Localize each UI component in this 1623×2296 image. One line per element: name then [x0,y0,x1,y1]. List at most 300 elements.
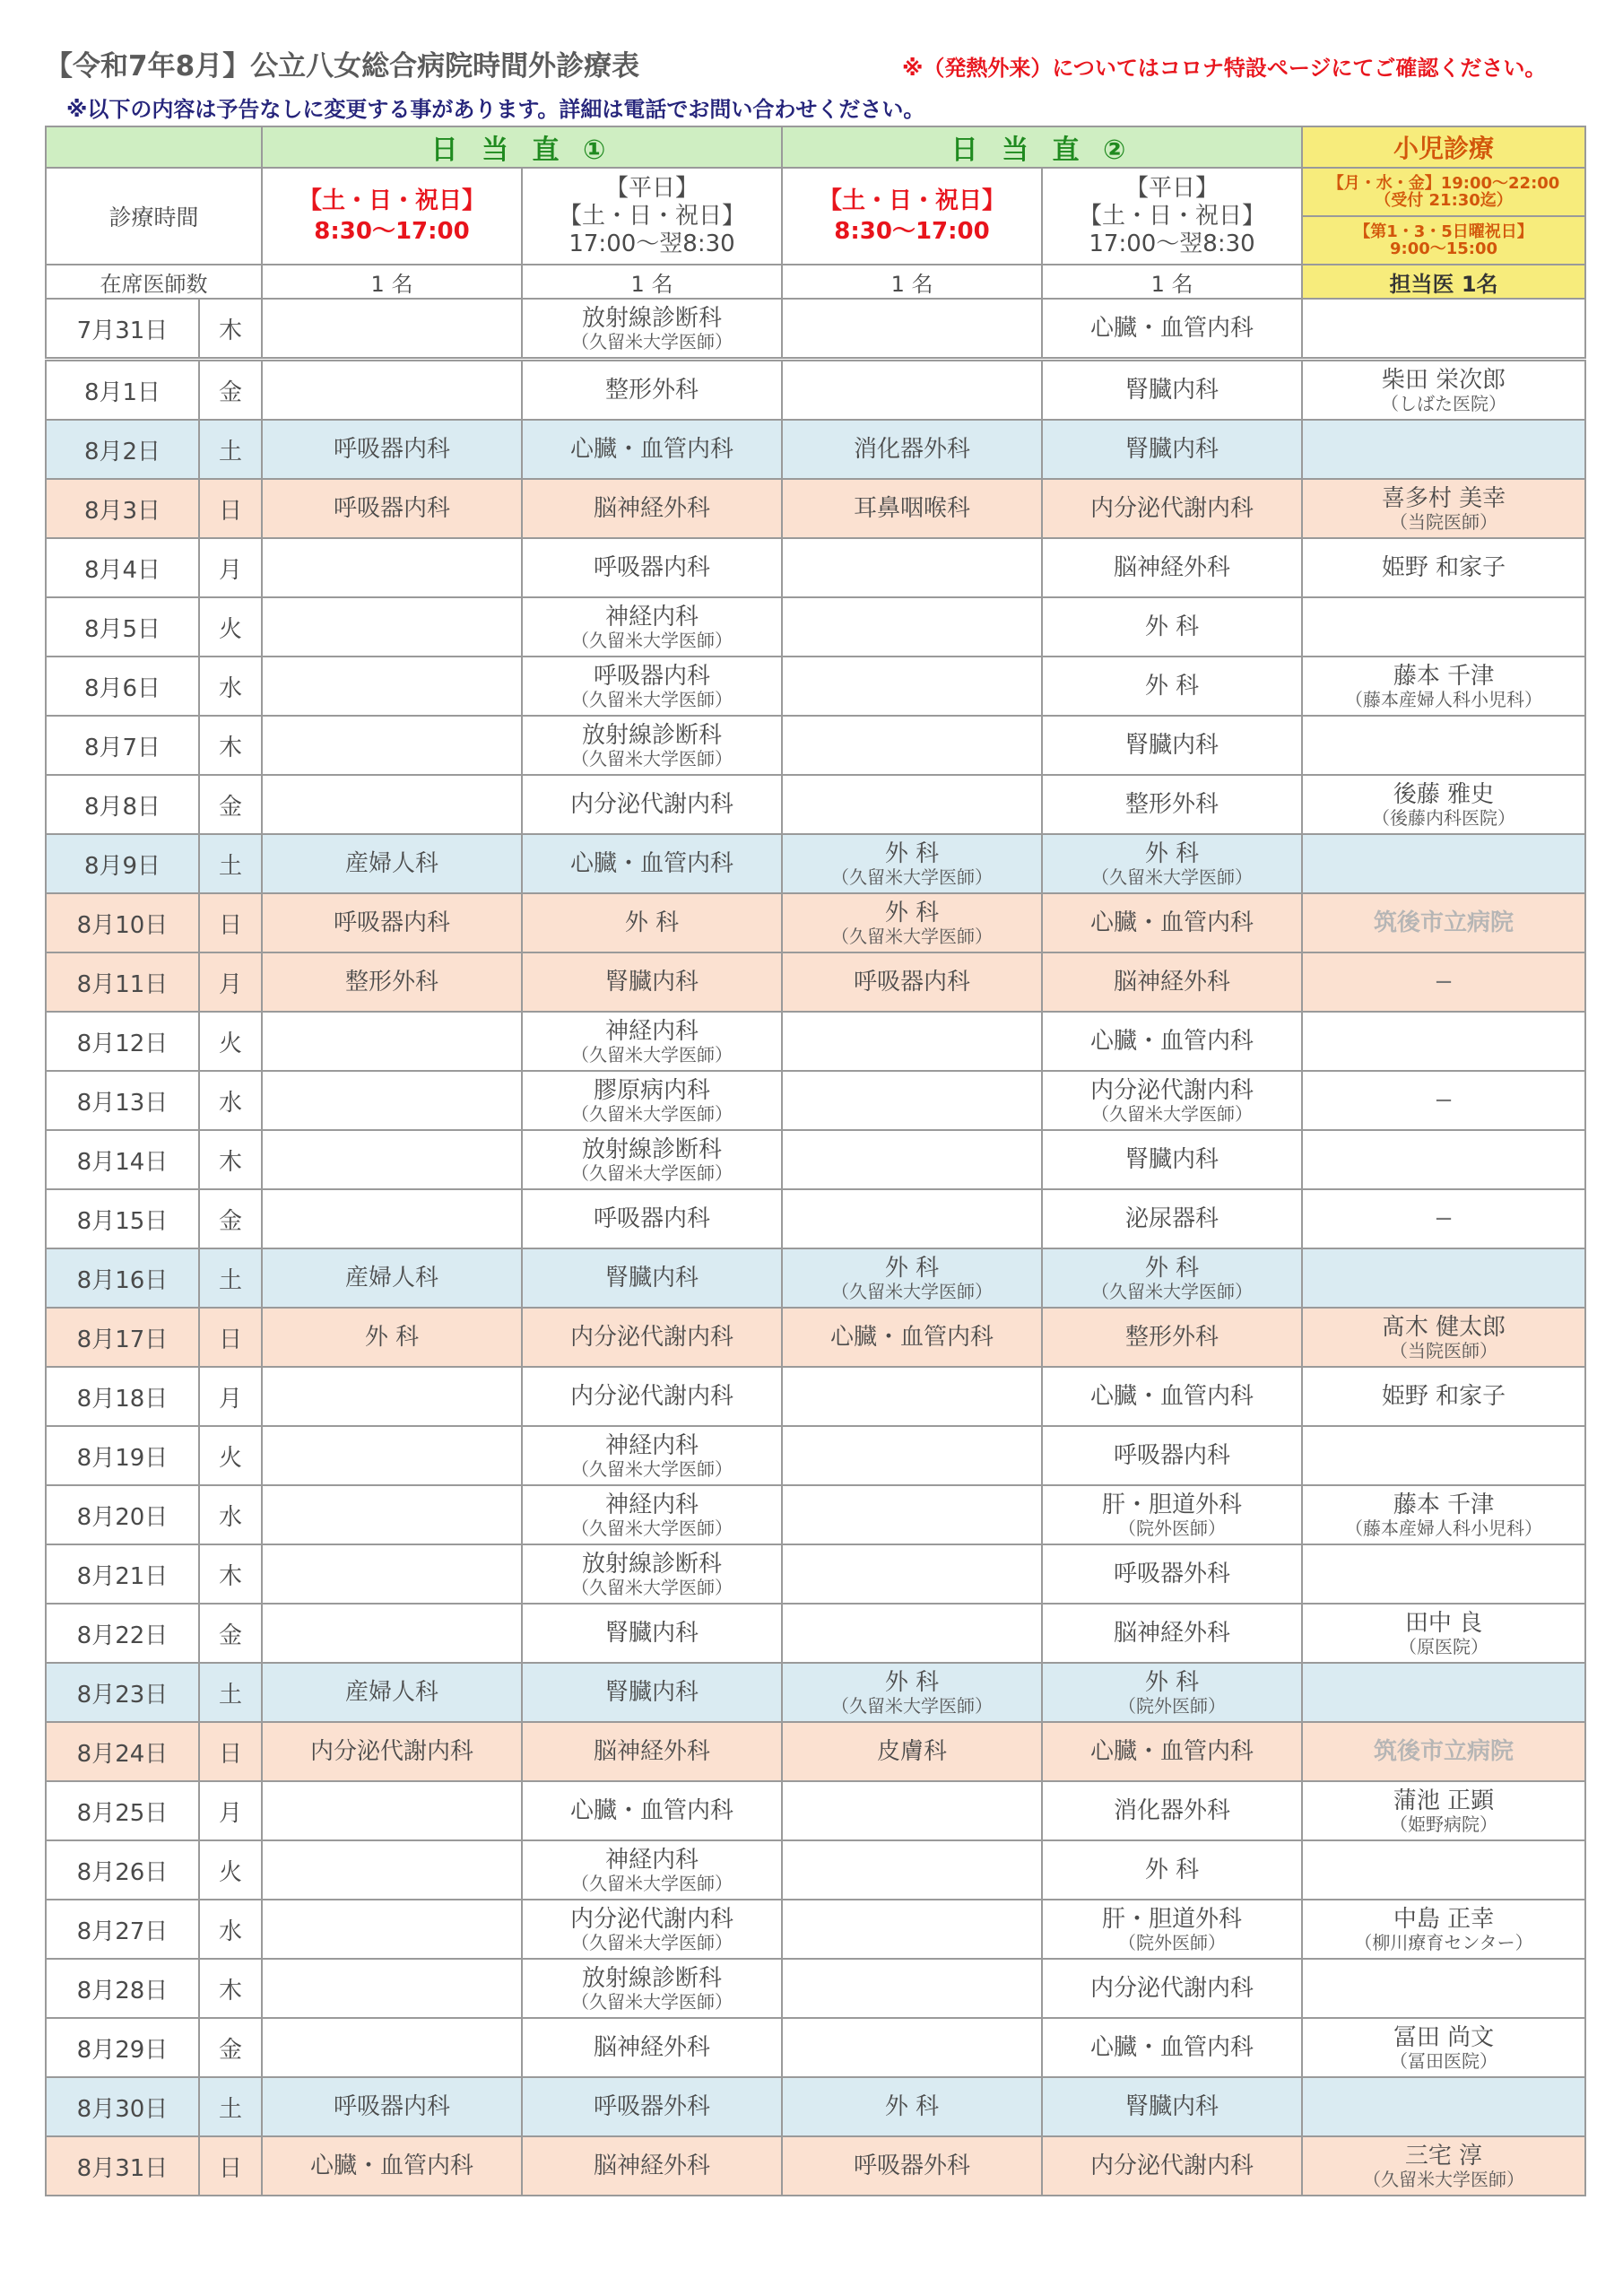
duty2-night-dept: 外 科 [1144,613,1200,640]
duty1-night-dept-cell [522,716,782,775]
weekday-cell: 金 [199,1189,262,1248]
duty2-holiday-dept: 耳鼻咽喉科 [854,495,971,522]
pediatrics-doctor-cell [1302,2018,1585,2077]
date-cell: 8月16日 [46,1248,199,1308]
duty1-night-dept-affiliation: （久留米大学医師） [571,1873,733,1894]
duty2-night-dept-cell [1042,1722,1302,1781]
duty2-night-dept: 外 科 [1144,840,1200,867]
duty1-holiday-dept-cell [262,1012,522,1071]
duty2-night-dept-cell [1042,1485,1302,1544]
duty2-holiday-dept-cell [782,1840,1042,1900]
date-cell: 8月5日 [46,597,199,657]
duty1-night-dept: 心臓・血管内科 [570,436,734,463]
duty1-night-dept-affiliation: （久留米大学医師） [571,1103,733,1125]
duty2-night-dept: 心臓・血管内科 [1090,1028,1254,1055]
duty1-night-dept-affiliation: （久留米大学医師） [571,689,733,710]
date-cell: 8月20日 [46,1485,199,1544]
duty2-night-dept-cell [1042,597,1302,657]
duty2-holiday-dept-cell [782,299,1042,360]
duty2-night-dept-affiliation: （院外医師） [1118,1518,1227,1539]
duty1-holiday-dept: 産婦人科 [344,1265,438,1292]
duty2-holiday-dept-cell [782,1012,1042,1071]
duty2-holiday-dept-cell [782,1308,1042,1367]
schedule-row [46,299,1585,360]
date-cell: 8月27日 [46,1900,199,1959]
duty2-night-dept-cell [1042,716,1302,775]
pediatrics-doctor-cell [1302,1426,1585,1485]
date-cell: 8月6日 [46,657,199,716]
duty1-holiday-dept: 産婦人科 [344,1679,438,1706]
duty1-holiday-dept-cell [262,538,522,597]
duty2-night-dept-affiliation: （久留米大学医師） [1091,1281,1254,1302]
pediatrics-doctor-affiliation: （当院医師） [1390,1340,1498,1361]
duty2-night-dept-affiliation: （院外医師） [1118,1932,1227,1953]
duty2-holiday-dept-cell [782,1900,1042,1959]
pediatrics-doctor-cell [1302,657,1585,716]
duty2-night-dept-cell [1042,1071,1302,1130]
header-banner-row [46,126,1585,168]
duty2-night-dept-cell [1042,1959,1302,2018]
pediatrics-doctor: 三宅 淳 [1404,2143,1483,2170]
duty2-night-dept: 外 科 [1144,1255,1200,1282]
duty2-holiday-dept-cell [782,360,1042,421]
duty2-night-dept-cell [1042,1604,1302,1663]
duty1-night-dept-affiliation: （久留米大学医師） [571,1577,733,1598]
pediatrics-doctor-affiliation: （当院医師） [1390,511,1498,533]
duty1-holiday-dept-cell [262,1604,522,1663]
fever-clinic-note: ※（発熱外来）についてはコロナ特設ページにてご確認ください。 [902,56,1547,81]
duty2-holiday-dept: 心臓・血管内科 [830,1324,994,1351]
pediatrics-doctor-cell [1302,597,1585,657]
pediatrics-doctor-cell [1302,1900,1585,1959]
weekday-cell: 火 [199,1012,262,1071]
duty2-night-dept-cell [1042,360,1302,421]
duty1-holiday-dept-cell [262,1248,522,1308]
duty2-night-dept: 整形外科 [1125,791,1219,818]
pediatrics-doctor: − [1434,969,1454,996]
duty2-holiday-dept-cell [782,1722,1042,1781]
duty2-night-dept: 腎臓内科 [1125,1146,1219,1173]
duty2-night-dept: 心臓・血管内科 [1090,1383,1254,1410]
weekday-holiday-label: 【土・日・祝日】 [1079,202,1266,230]
date-cell: 8月17日 [46,1308,199,1367]
duty2-night-dept-cell [1042,1367,1302,1426]
duty1-night-dept-affiliation: （久留米大学医師） [571,1518,733,1539]
duty2-holiday-dept-cell [782,1959,1042,2018]
duty1-holiday-dept-cell [262,360,522,421]
pediatrics-doctor-cell [1302,1130,1585,1189]
duty1-holiday-dept: 心臓・血管内科 [309,2152,473,2179]
duty1-night-dept: 神経内科 [605,1847,699,1874]
duty2-night-dept-cell [1042,1248,1302,1308]
duty2-holiday-dept: 呼吸器内科 [854,969,971,996]
duty1-night-dept-cell [522,1426,782,1485]
duty1-night-dept-cell [522,1367,782,1426]
weekday-cell: 日 [199,2136,262,2196]
schedule-row [46,360,1585,421]
pediatrics-doctor-cell [1302,1663,1585,1722]
pediatrics-doctor-cell [1302,538,1585,597]
duty2-night-dept: 肝・胆道外科 [1102,1492,1243,1518]
duty2-holiday-dept: 外 科 [884,1669,940,1696]
peds-weekday-hours: 【月・水・金】19:00〜22:00 [1327,174,1560,193]
holiday-hours: 8:30〜17:00 [834,218,990,245]
duty2-holiday-dept-affiliation: （久留米大学医師） [831,1695,994,1717]
duty1-holiday-dept-cell [262,1426,522,1485]
duty1-night-dept: 整形外科 [605,377,699,404]
duty1-night-dept: 脳神経外科 [594,495,711,522]
pediatrics-doctor: 筑後市立病院 [1374,909,1515,936]
duty2-holiday-dept-cell [782,1663,1042,1722]
weekday-cell: 水 [199,657,262,716]
duty2-holiday-dept: 外 科 [884,840,940,867]
duty2-night-dept: 内分泌代謝内科 [1090,2152,1254,2179]
duty2-holiday-dept-cell [782,1367,1042,1426]
duty1-night-dept-cell [522,1071,782,1130]
duty1-header: 日 当 直 ① [262,126,782,168]
duty1-night-dept-cell [522,1544,782,1604]
duty2-night-dept: 腎臓内科 [1125,377,1219,404]
schedule-row [46,479,1585,538]
pediatrics-header: 小児診療 [1302,126,1585,168]
duty2-night-dept-affiliation: （院外医師） [1118,1695,1227,1717]
duty1-night-dept-cell [522,1722,782,1781]
pediatrics-doctor: 中島 正幸 [1393,1906,1495,1933]
duty1-night-dept: 放射線診断科 [582,722,723,749]
time-label: 診療時間 [46,168,262,265]
duty1-holiday-dept-cell [262,479,522,538]
schedule-row [46,1012,1585,1071]
weekday-cell: 木 [199,716,262,775]
pediatrics-doctor-cell [1302,1840,1585,1900]
duty2-night-hours [1042,168,1302,265]
date-cell: 8月24日 [46,1722,199,1781]
duty1-night-dept: 呼吸器内科 [594,663,711,690]
duty2-holiday-dept: 皮膚科 [877,1738,948,1765]
duty1-holiday-dept-cell [262,1900,522,1959]
duty2-night-dept-cell [1042,1840,1302,1900]
night-hours: 17:00〜翌8:30 [1089,230,1255,257]
duty1-night-dept-cell [522,360,782,421]
duty1-night-dept-cell [522,1604,782,1663]
pediatrics-doctor: 柴田 栄次郎 [1381,367,1506,394]
duty2-night-dept: 腎臓内科 [1125,732,1219,759]
pediatrics-doctor-affiliation: （姫野病院） [1390,1813,1498,1835]
duty2-holiday-dept-cell [782,716,1042,775]
date-cell: 8月26日 [46,1840,199,1900]
date-cell: 8月30日 [46,2077,199,2136]
duty1-night-dept-cell [522,2018,782,2077]
duty1-holiday-dept-cell [262,1722,522,1781]
schedule-row [46,1900,1585,1959]
duty2-night-dept: 腎臓内科 [1125,2093,1219,2120]
duty1-night-dept-cell [522,1485,782,1544]
duty1-holiday-dept-cell [262,1308,522,1367]
duty1-holiday-dept: 外 科 [364,1324,420,1351]
pediatrics-doctor-cell [1302,1189,1585,1248]
duty1-holiday-dept-cell [262,1367,522,1426]
duty2-night-dept: 外 科 [1144,1857,1200,1883]
pediatrics-sunday-hours [1302,216,1585,265]
date-cell: 8月7日 [46,716,199,775]
duty1-holiday-dept-cell [262,657,522,716]
duty2-holiday-dept-cell [782,1544,1042,1604]
duty2-night-dept-cell [1042,2018,1302,2077]
duty2-night-dept-affiliation: （久留米大学医師） [1091,1103,1254,1125]
duty1-night-dept-cell [522,1959,782,2018]
duty1-night-dept-cell [522,1663,782,1722]
duty2-night-dept: 心臓・血管内科 [1090,909,1254,936]
weekday-cell: 木 [199,299,262,360]
schedule-row [46,1130,1585,1189]
date-cell: 8月2日 [46,420,199,479]
schedule-row [46,1663,1585,1722]
duty2-night-dept: 外 科 [1144,1669,1200,1696]
duty2-night-dept-cell [1042,952,1302,1012]
duty2-night-dept-cell [1042,2136,1302,2196]
duty2-holiday-dept: 呼吸器外科 [854,2152,971,2179]
duty2-night-dept-cell [1042,1900,1302,1959]
duty1-holiday-dept-cell [262,1544,522,1604]
duty1-holiday-dept-cell [262,1959,522,2018]
pediatrics-doctor-cell [1302,1308,1585,1367]
date-cell: 8月29日 [46,2018,199,2077]
schedule-row [46,952,1585,1012]
pediatrics-doctor: 筑後市立病院 [1374,1738,1515,1765]
pediatrics-doctor-cell [1302,893,1585,952]
date-cell: 8月23日 [46,1663,199,1722]
schedule-row [46,1722,1585,1781]
pediatrics-doctor: − [1434,1205,1454,1232]
duty1-holiday-dept-cell [262,597,522,657]
duty1-holiday-dept-cell [262,2136,522,2196]
pediatrics-doctor: 藤本 千津 [1393,1492,1495,1518]
pediatrics-doctor-cell [1302,1071,1585,1130]
duty1-night-dept-cell [522,2136,782,2196]
after-hours-schedule-table [45,126,1586,2196]
pediatrics-doctor-affiliation: （原医院） [1399,1636,1489,1657]
schedule-row [46,1189,1585,1248]
pediatrics-doctor: 後藤 雅史 [1393,781,1495,808]
schedule-row [46,2077,1585,2136]
doctor-count: 1 名 [262,265,522,299]
duty2-night-dept: 心臓・血管内科 [1090,2034,1254,2061]
schedule-row [46,1426,1585,1485]
duty1-night-dept: 内分泌代謝内科 [570,1383,734,1410]
duty1-night-dept: 放射線診断科 [582,1965,723,1992]
duty1-night-dept-affiliation: （久留米大学医師） [571,1932,733,1953]
schedule-row [46,1248,1585,1308]
duty2-night-dept: 呼吸器内科 [1114,1442,1231,1469]
date-cell: 8月8日 [46,775,199,834]
doctor-count: 1 名 [522,265,782,299]
duty2-night-dept-cell [1042,657,1302,716]
duty1-night-dept: 内分泌代謝内科 [570,791,734,818]
duty1-night-dept-cell [522,420,782,479]
holiday-hours: 8:30〜17:00 [314,218,470,245]
duty2-night-dept-cell [1042,1544,1302,1604]
duty2-night-dept: 消化器外科 [1114,1797,1231,1824]
duty2-night-dept: 呼吸器外科 [1114,1561,1231,1587]
duty1-night-dept-cell [522,834,782,893]
duty2-night-dept: 脳神経外科 [1114,969,1231,996]
duty1-holiday-dept: 呼吸器内科 [333,909,450,936]
duty2-holiday-dept-cell [782,1130,1042,1189]
pediatrics-doctor-cell [1302,1367,1585,1426]
duty1-holiday-dept-cell [262,775,522,834]
date-cell: 8月9日 [46,834,199,893]
duty2-holiday-dept-cell [782,657,1042,716]
duty1-night-dept: 脳神経外科 [594,1738,711,1765]
weekday-cell: 火 [199,1426,262,1485]
duty2-night-dept-cell [1042,775,1302,834]
pediatrics-doctor-cell [1302,1012,1585,1071]
duty2-holiday-dept-cell [782,2077,1042,2136]
weekday-cell: 土 [199,1663,262,1722]
duty2-header: 日 当 直 ② [782,126,1302,168]
date-cell: 8月25日 [46,1781,199,1840]
duty2-night-dept-cell [1042,420,1302,479]
pediatrics-doctor-cell [1302,299,1585,360]
duty2-holiday-dept-cell [782,597,1042,657]
duty1-holiday-dept-cell [262,952,522,1012]
duty2-night-dept-cell [1042,1012,1302,1071]
weekday-cell: 金 [199,1604,262,1663]
date-cell: 8月1日 [46,360,199,421]
duty1-holiday-hours [262,168,522,265]
duty2-night-dept-cell [1042,299,1302,360]
weekday-cell: 月 [199,538,262,597]
duty1-holiday-dept-cell [262,716,522,775]
duty1-night-dept-cell [522,597,782,657]
duty2-holiday-dept-cell [782,952,1042,1012]
duty1-night-dept: 神経内科 [605,604,699,631]
duty1-holiday-dept: 呼吸器内科 [333,436,450,463]
duty1-night-dept-cell [522,1308,782,1367]
schedule-row [46,538,1585,597]
duty2-night-dept-cell [1042,893,1302,952]
weekday-cell: 日 [199,893,262,952]
duty1-holiday-dept-cell [262,1840,522,1900]
weekday-cell: 土 [199,1248,262,1308]
duty2-holiday-dept: 外 科 [884,900,940,926]
weekday-cell: 日 [199,1308,262,1367]
duty2-night-dept-cell [1042,1426,1302,1485]
date-cell: 8月3日 [46,479,199,538]
duty2-holiday-dept-affiliation: （久留米大学医師） [831,1281,994,1302]
duty1-night-dept-affiliation: （久留米大学医師） [571,331,733,352]
duty2-holiday-dept-cell [782,1248,1042,1308]
duty2-holiday-dept-cell [782,420,1042,479]
schedule-row [46,1308,1585,1367]
duty1-holiday-dept-cell [262,1485,522,1544]
duty1-night-dept-cell [522,538,782,597]
peds-reception-note: （受付 21:30迄） [1375,191,1513,210]
pediatrics-doctor: 髙木 健太郎 [1381,1314,1506,1341]
header-hours-row [46,168,1585,216]
duty1-night-dept-affiliation: （久留米大学医師） [571,1044,733,1065]
pediatrics-doctor: 姫野 和家子 [1381,1383,1506,1410]
pediatrics-doctor-affiliation: （後藤内科医院） [1372,807,1516,829]
duty1-night-dept: 内分泌代謝内科 [570,1324,734,1351]
duty2-holiday-dept-cell [782,2018,1042,2077]
duty1-night-dept: 呼吸器内科 [594,1205,711,1232]
duty2-holiday-dept-cell [782,479,1042,538]
pediatrics-doctor: 藤本 千津 [1393,663,1495,690]
weekday-cell: 木 [199,1544,262,1604]
duty1-night-dept: 放射線診断科 [582,1136,723,1163]
night-hours: 17:00〜翌8:30 [568,230,735,257]
duty1-night-dept-cell [522,1248,782,1308]
duty1-night-dept-cell [522,1900,782,1959]
duty1-night-dept-cell [522,1189,782,1248]
duty1-night-dept-cell [522,299,782,360]
duty1-holiday-dept-cell [262,2018,522,2077]
duty1-holiday-dept-cell [262,1781,522,1840]
duty1-night-dept-cell [522,1130,782,1189]
doctor-count-row [46,265,1585,299]
duty2-holiday-dept: 外 科 [884,2093,940,2120]
date-cell: 8月28日 [46,1959,199,2018]
duty1-night-dept-cell [522,893,782,952]
weekday-cell: 日 [199,479,262,538]
duty1-holiday-dept-cell [262,420,522,479]
duty1-holiday-dept: 整形外科 [344,969,438,996]
peds-doctor-count: 担当医 1名 [1302,265,1585,299]
duty1-holiday-dept: 呼吸器内科 [333,2093,450,2120]
schedule-row [46,657,1585,716]
duty1-holiday-dept-cell [262,893,522,952]
weekday-cell: 金 [199,775,262,834]
date-cell: 8月14日 [46,1130,199,1189]
pediatrics-doctor-cell [1302,1485,1585,1544]
duty2-night-dept: 内分泌代謝内科 [1090,1077,1254,1104]
weekday-cell: 水 [199,1485,262,1544]
pediatrics-doctor: 田中 良 [1404,1610,1483,1637]
pediatrics-doctor-affiliation: （しばた医院） [1381,393,1507,414]
schedule-row [46,1071,1585,1130]
duty2-night-dept-cell [1042,1189,1302,1248]
pediatrics-doctor-affiliation: （冨田医院） [1390,2050,1498,2072]
duty2-night-dept-cell [1042,834,1302,893]
duty1-night-dept-affiliation: （久留米大学医師） [571,630,733,651]
weekday-cell: 日 [199,1722,262,1781]
schedule-row [46,1485,1585,1544]
pediatrics-doctor-cell [1302,1959,1585,2018]
pediatrics-doctor-cell [1302,952,1585,1012]
doctor-count: 1 名 [782,265,1042,299]
weekday-cell: 金 [199,360,262,421]
duty2-night-dept: 心臓・血管内科 [1090,1738,1254,1765]
duty1-night-dept: 膠原病内科 [594,1077,711,1104]
pediatrics-doctor-cell [1302,360,1585,421]
schedule-row [46,834,1585,893]
pediatrics-doctor-cell [1302,420,1585,479]
duty1-holiday-dept-cell [262,299,522,360]
duty1-holiday-dept-cell [262,1071,522,1130]
duty1-night-dept: 神経内科 [605,1492,699,1518]
duty1-night-dept: 脳神経外科 [594,2034,711,2061]
duty2-holiday-dept-affiliation: （久留米大学医師） [831,866,994,888]
duty1-night-dept: 腎臓内科 [605,969,699,996]
duty2-holiday-dept-cell [782,1071,1042,1130]
duty1-holiday-dept: 内分泌代謝内科 [309,1738,473,1765]
duty2-holiday-dept: 外 科 [884,1255,940,1282]
pediatrics-doctor-cell [1302,1248,1585,1308]
weekday-cell: 土 [199,2077,262,2136]
weekday-cell: 金 [199,2018,262,2077]
duty1-night-dept: 放射線診断科 [582,305,723,332]
